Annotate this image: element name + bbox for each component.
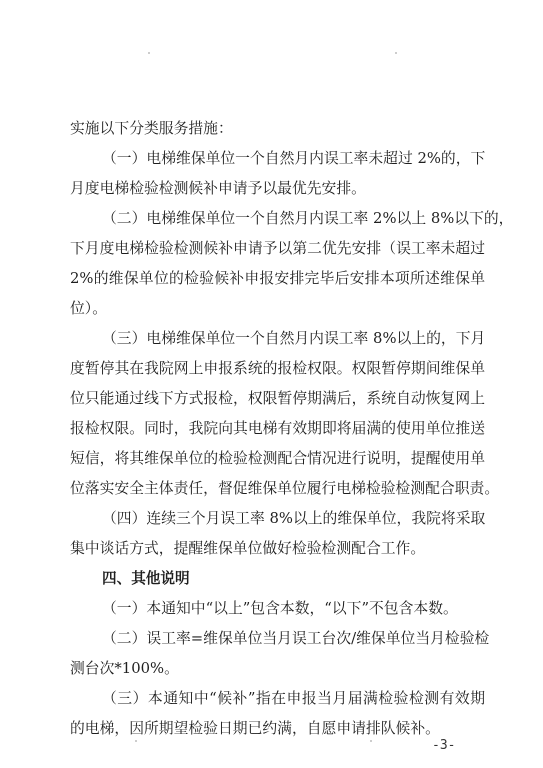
paragraph-note-2-line: （二）误工率=维保单位当月误工台次/维保单位当月检验检 <box>102 630 490 647</box>
scan-speck <box>148 52 150 54</box>
paragraph-measure-1-line: 月度电梯检验检测候补申请予以最优先安排。 <box>70 180 366 197</box>
paragraph-note-1-line: （一）本通知中“以上”包含本数，“以下”不包含本数。 <box>102 600 458 617</box>
paragraph-measure-1-line: （一）电梯维保单位一个自然月内误工率未超过 2%的，下 <box>102 150 486 167</box>
paragraph-measure-3-line: 短信，将其维保单位的检验检测配合情况进行说明，提醒使用单 <box>70 450 485 467</box>
paragraph-measure-2-line: 下月度电梯检验检测候补申请予以第二优先安排（误工率未超过 <box>70 240 485 257</box>
paragraph-measure-2-line: （二）电梯维保单位一个自然月内误工率 2%以上 8%以下的， <box>102 210 514 227</box>
paragraph-note-2-line: 测台次*100%。 <box>70 660 179 677</box>
paragraph-measure-3-line: （三）电梯维保单位一个自然月内误工率 8%以上的，下月 <box>102 330 486 347</box>
paragraph-note-3-line: 的电梯，因所期望检验日期已约满，自愿申请排队候补。 <box>70 720 440 737</box>
scan-speck <box>395 52 397 54</box>
page-number: -3- <box>432 738 456 753</box>
scan-speck <box>370 740 372 742</box>
paragraph-intro-line: 实施以下分类服务措施： <box>70 120 233 137</box>
paragraph-measure-4-line: 集中谈话方式，提醒维保单位做好检验检测配合工作。 <box>70 540 426 557</box>
scan-speck <box>135 740 137 742</box>
paragraph-measure-3-line: 位落实安全主体责任，督促维保单位履行电梯检验检测配合职责。 <box>70 480 500 497</box>
paragraph-note-3-line: （三）本通知中“候补”指在申报当月届满检验检测有效期 <box>102 690 485 707</box>
paragraph-measure-3-line: 位只能通过线下方式报检，权限暂停期满后，系统自动恢复网上 <box>70 390 485 407</box>
paragraph-measure-3-line: 度暂停其在我院网上申报系统的报检权限。权限暂停期间维保单 <box>70 360 485 377</box>
paragraph-measure-2-line: 2%的维保单位的检验候补申报安排完毕后安排本项所述维保单 <box>70 270 485 287</box>
paragraph-measure-3-line: 报检权限。同时，我院向其电梯有效期即将届满的使用单位推送 <box>70 420 485 437</box>
paragraph-measure-2-line: 位）。 <box>70 300 107 317</box>
paragraph-measure-4-line: （四）连续三个月误工率 8%以上的维保单位，我院将采取 <box>102 510 486 527</box>
section-heading: 四、其他说明 <box>102 570 190 587</box>
